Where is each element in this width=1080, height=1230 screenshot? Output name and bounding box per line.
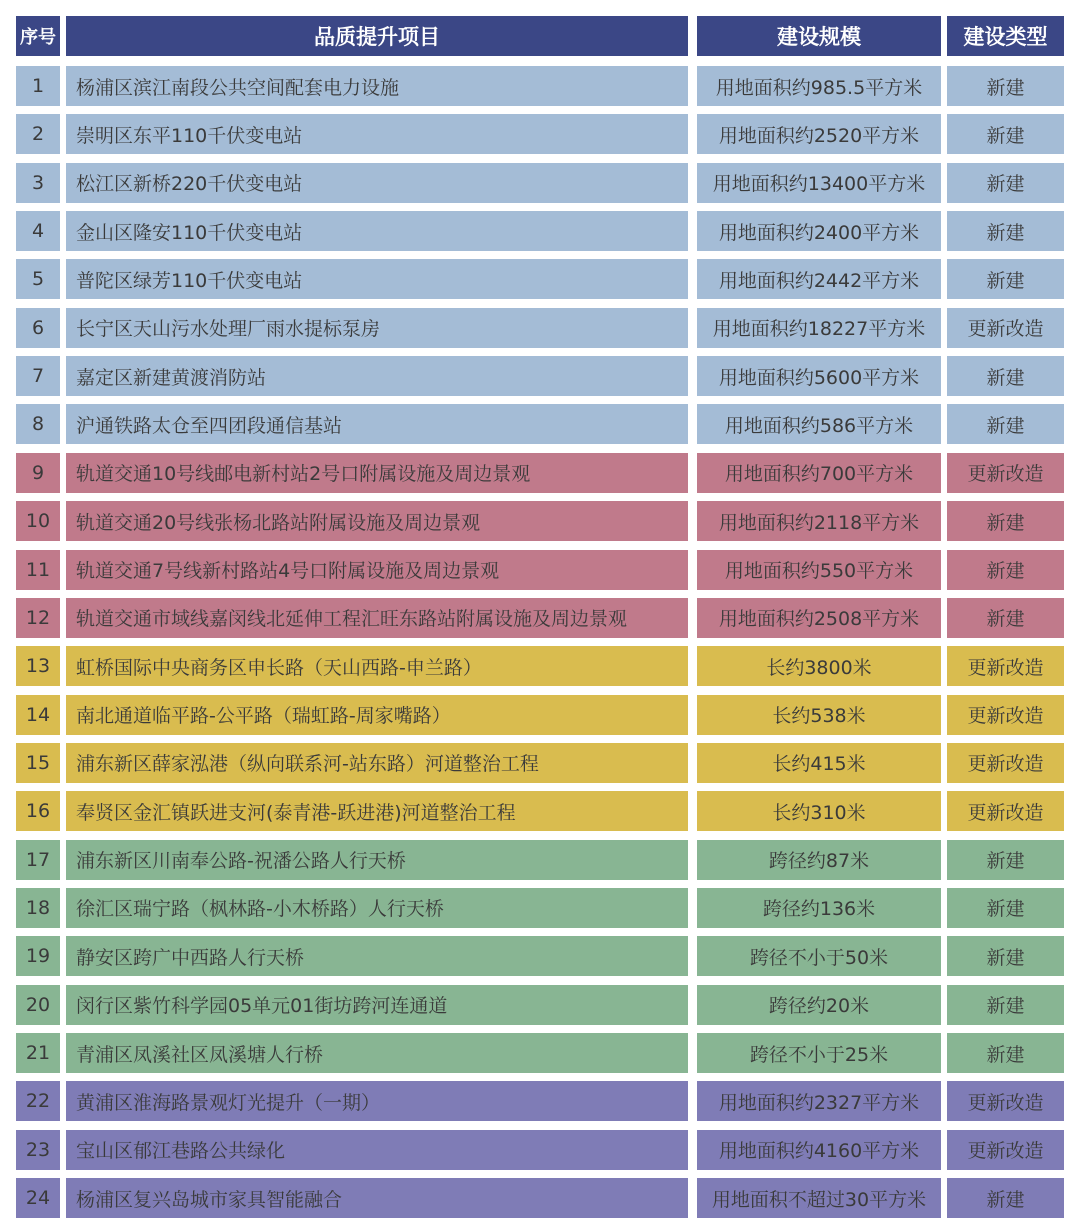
project-name: 沪通铁路太仓至四团段通信基站 bbox=[66, 404, 688, 444]
row-number: 8 bbox=[16, 404, 60, 444]
construction-scale: 长约538米 bbox=[697, 695, 941, 735]
row-number: 21 bbox=[16, 1033, 60, 1073]
table-row bbox=[0, 791, 1080, 831]
construction-scale: 用地面积约2400平方米 bbox=[697, 211, 941, 251]
construction-scale: 用地面积约2327平方米 bbox=[697, 1081, 941, 1121]
project-name: 奉贤区金汇镇跃进支河(泰青港-跃进港)河道整治工程 bbox=[66, 791, 688, 831]
project-name: 静安区跨广中西路人行天桥 bbox=[66, 936, 688, 976]
table-row bbox=[0, 695, 1080, 735]
table-row bbox=[0, 840, 1080, 880]
row-number: 12 bbox=[16, 598, 60, 638]
construction-type: 新建 bbox=[947, 211, 1064, 251]
row-number: 4 bbox=[16, 211, 60, 251]
table-row bbox=[0, 1178, 1080, 1218]
project-name: 轨道交通7号线新村路站4号口附属设施及周边景观 bbox=[66, 550, 688, 590]
table-row bbox=[0, 114, 1080, 154]
construction-type: 新建 bbox=[947, 888, 1064, 928]
row-number: 2 bbox=[16, 114, 60, 154]
row-number: 9 bbox=[16, 453, 60, 493]
construction-scale: 用地面积约586平方米 bbox=[697, 404, 941, 444]
row-number: 23 bbox=[16, 1130, 60, 1170]
table-row bbox=[0, 163, 1080, 203]
table-header bbox=[0, 16, 1080, 56]
construction-type: 新建 bbox=[947, 985, 1064, 1025]
construction-scale: 长约310米 bbox=[697, 791, 941, 831]
project-name: 徐汇区瑞宁路（枫林路-小木桥路）人行天桥 bbox=[66, 888, 688, 928]
row-number: 17 bbox=[16, 840, 60, 880]
table-row bbox=[0, 1033, 1080, 1073]
project-name: 普陀区绿芳110千伏变电站 bbox=[66, 259, 688, 299]
table-row bbox=[0, 501, 1080, 541]
table-row bbox=[0, 356, 1080, 396]
construction-scale: 长约3800米 bbox=[697, 646, 941, 686]
project-name: 浦东新区川南奉公路-祝潘公路人行天桥 bbox=[66, 840, 688, 880]
project-name: 金山区隆安110千伏变电站 bbox=[66, 211, 688, 251]
table-row bbox=[0, 259, 1080, 299]
table-row bbox=[0, 66, 1080, 106]
construction-type: 新建 bbox=[947, 840, 1064, 880]
construction-type: 更新改造 bbox=[947, 743, 1064, 783]
row-number: 20 bbox=[16, 985, 60, 1025]
table-row bbox=[0, 453, 1080, 493]
project-name: 杨浦区复兴岛城市家具智能融合 bbox=[66, 1178, 688, 1218]
construction-type: 新建 bbox=[947, 163, 1064, 203]
row-number: 22 bbox=[16, 1081, 60, 1121]
project-name: 黄浦区淮海路景观灯光提升（一期） bbox=[66, 1081, 688, 1121]
table-row bbox=[0, 211, 1080, 251]
construction-type: 新建 bbox=[947, 550, 1064, 590]
row-number: 5 bbox=[16, 259, 60, 299]
project-name: 闵行区紫竹科学园05单元01街坊跨河连通道 bbox=[66, 985, 688, 1025]
table-row bbox=[0, 985, 1080, 1025]
construction-scale: 跨径不小于50米 bbox=[697, 936, 941, 976]
construction-type: 更新改造 bbox=[947, 695, 1064, 735]
project-name: 浦东新区薛家泓港（纵向联系河-站东路）河道整治工程 bbox=[66, 743, 688, 783]
construction-scale: 长约415米 bbox=[697, 743, 941, 783]
construction-type: 新建 bbox=[947, 404, 1064, 444]
header-type: 建设类型 bbox=[947, 16, 1064, 56]
table-row bbox=[0, 404, 1080, 444]
construction-scale: 用地面积约550平方米 bbox=[697, 550, 941, 590]
construction-type: 新建 bbox=[947, 356, 1064, 396]
construction-type: 新建 bbox=[947, 1033, 1064, 1073]
construction-scale: 跨径约20米 bbox=[697, 985, 941, 1025]
project-name: 杨浦区滨江南段公共空间配套电力设施 bbox=[66, 66, 688, 106]
table-row bbox=[0, 550, 1080, 590]
construction-scale: 跨径不小于25米 bbox=[697, 1033, 941, 1073]
row-number: 7 bbox=[16, 356, 60, 396]
header-scale: 建设规模 bbox=[697, 16, 941, 56]
row-number: 24 bbox=[16, 1178, 60, 1218]
construction-type: 更新改造 bbox=[947, 791, 1064, 831]
project-name: 松江区新桥220千伏变电站 bbox=[66, 163, 688, 203]
construction-scale: 用地面积约13400平方米 bbox=[697, 163, 941, 203]
table-row bbox=[0, 888, 1080, 928]
project-name: 崇明区东平110千伏变电站 bbox=[66, 114, 688, 154]
project-name: 虹桥国际中央商务区申长路（天山西路-申兰路） bbox=[66, 646, 688, 686]
construction-scale: 用地面积不超过30平方米 bbox=[697, 1178, 941, 1218]
table-row bbox=[0, 1130, 1080, 1170]
row-number: 15 bbox=[16, 743, 60, 783]
row-number: 18 bbox=[16, 888, 60, 928]
construction-scale: 用地面积约985.5平方米 bbox=[697, 66, 941, 106]
construction-type: 新建 bbox=[947, 1178, 1064, 1218]
construction-scale: 用地面积约4160平方米 bbox=[697, 1130, 941, 1170]
construction-type: 新建 bbox=[947, 114, 1064, 154]
construction-scale: 用地面积约2118平方米 bbox=[697, 501, 941, 541]
row-number: 14 bbox=[16, 695, 60, 735]
project-name: 南北通道临平路-公平路（瑞虹路-周家嘴路） bbox=[66, 695, 688, 735]
table-row bbox=[0, 1081, 1080, 1121]
construction-scale: 跨径约87米 bbox=[697, 840, 941, 880]
construction-type: 更新改造 bbox=[947, 1081, 1064, 1121]
construction-type: 新建 bbox=[947, 936, 1064, 976]
construction-type: 更新改造 bbox=[947, 308, 1064, 348]
project-name: 嘉定区新建黄渡消防站 bbox=[66, 356, 688, 396]
row-number: 1 bbox=[16, 66, 60, 106]
construction-type: 新建 bbox=[947, 598, 1064, 638]
construction-type: 更新改造 bbox=[947, 453, 1064, 493]
row-number: 13 bbox=[16, 646, 60, 686]
construction-scale: 用地面积约2520平方米 bbox=[697, 114, 941, 154]
project-name: 宝山区郁江巷路公共绿化 bbox=[66, 1130, 688, 1170]
header-project: 品质提升项目 bbox=[66, 16, 688, 56]
row-number: 6 bbox=[16, 308, 60, 348]
row-number: 19 bbox=[16, 936, 60, 976]
construction-scale: 用地面积约2508平方米 bbox=[697, 598, 941, 638]
row-number: 16 bbox=[16, 791, 60, 831]
construction-type: 更新改造 bbox=[947, 1130, 1064, 1170]
construction-type: 更新改造 bbox=[947, 646, 1064, 686]
construction-scale: 用地面积约2442平方米 bbox=[697, 259, 941, 299]
table-row bbox=[0, 308, 1080, 348]
row-number: 11 bbox=[16, 550, 60, 590]
table-row bbox=[0, 646, 1080, 686]
row-number: 10 bbox=[16, 501, 60, 541]
table-row bbox=[0, 598, 1080, 638]
construction-scale: 跨径约136米 bbox=[697, 888, 941, 928]
construction-scale: 用地面积约5600平方米 bbox=[697, 356, 941, 396]
project-name: 轨道交通市域线嘉闵线北延伸工程汇旺东路站附属设施及周边景观 bbox=[66, 598, 688, 638]
row-number: 3 bbox=[16, 163, 60, 203]
header-no: 序号 bbox=[16, 16, 60, 56]
construction-type: 新建 bbox=[947, 501, 1064, 541]
project-name: 青浦区凤溪社区凤溪塘人行桥 bbox=[66, 1033, 688, 1073]
project-name: 轨道交通20号线张杨北路站附属设施及周边景观 bbox=[66, 501, 688, 541]
project-name: 轨道交通10号线邮电新村站2号口附属设施及周边景观 bbox=[66, 453, 688, 493]
construction-type: 新建 bbox=[947, 259, 1064, 299]
construction-scale: 用地面积约700平方米 bbox=[697, 453, 941, 493]
table-row bbox=[0, 743, 1080, 783]
construction-type: 新建 bbox=[947, 66, 1064, 106]
table-row bbox=[0, 936, 1080, 976]
construction-scale: 用地面积约18227平方米 bbox=[697, 308, 941, 348]
project-name: 长宁区天山污水处理厂雨水提标泵房 bbox=[66, 308, 688, 348]
